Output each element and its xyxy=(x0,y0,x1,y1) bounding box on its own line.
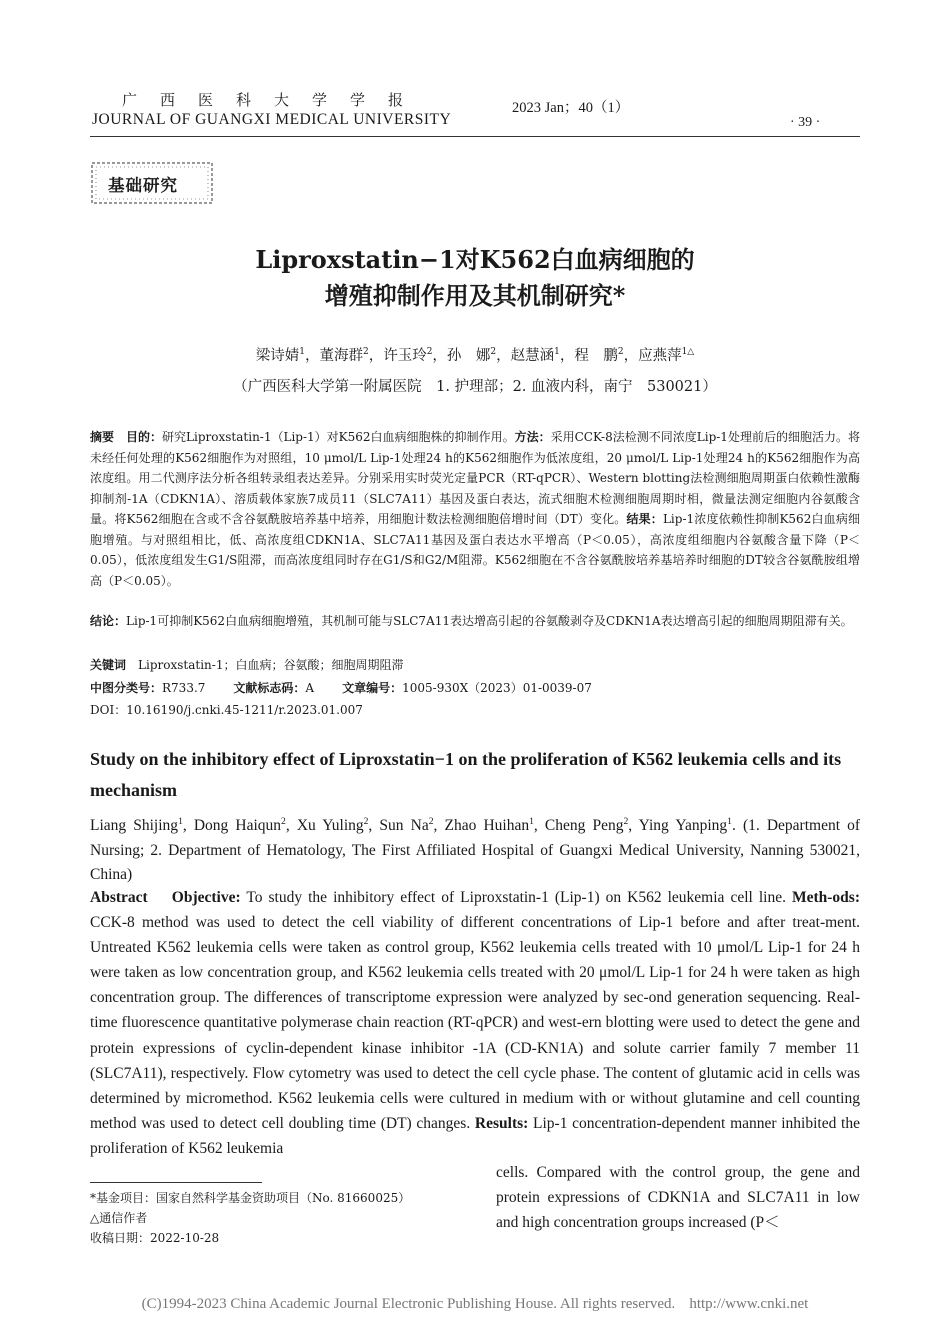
article-title-line-1: Liproxstatin−1对K562白血病细胞的 xyxy=(255,245,695,274)
keywords-cn: 关键词 Liproxstatin-1；白血病；谷氨酸；细胞周期阻滞 xyxy=(90,658,404,672)
classification-info: 中图分类号：R733.7 文献标志码：A 文章编号：1005-930X（2023）01-0039-07 xyxy=(90,681,592,695)
affiliation-cn: （广西医科大学第一附属医院 1. 护理部；2. 血液内科，南宁 530021） xyxy=(233,379,717,395)
cnki-link[interactable]: http://www.cnki.net xyxy=(689,1296,809,1312)
article-title-en: Study on the inhibitory effect of Liproxstatin−1 on the proliferation of K562 leukemia cells and its mechanism xyxy=(90,749,842,800)
received-date: 收稿日期：2022-10-28 xyxy=(90,1231,220,1245)
journal-issue: 2023 Jan；40（1） xyxy=(512,100,630,116)
abstract-cn: 摘要 目的：研究Liproxstatin-1（Lip-1）对K562白血病细胞株的抑制作用。方法：采用CCK-8法检测不同浓度Lip-1处理前后的细胞活力。将未经任何处理的K562细胞作为对照组，10 μmol/L Lip-1处理24 h的K562细胞作为低浓度组，20 μmol/L Lip-1处理24 h的K562细胞作为高浓度组。用二代测序法分析各组转录组表达差异。分别采用实时荧光定量PCR（RT-qPCR）、Western blotting法检测细胞周期蛋白依赖性激酶抑制剂-1A（CDKN1A）、溶质载体家族7成员11（SLC7A11）基因及蛋白表达，流式细胞术检测细胞周期时相，微量法测定细胞内谷氨酸含量。将K562细胞在含或不含谷氨酰胺培养基中培养，用细胞计数法检测细胞倍增时间（DT）变化。结果：Lip-1浓度依赖性抑制K562白血病细胞增殖。与对照组相比，低、高浓度组CDKN1A、SLC7A11基因及蛋白表达水平增高（P＜0.05），高浓度组细胞内谷氨酸含量下降（P＜0.05），低浓度组发生G1/S阻滞，而高浓度组同时存在G1/S和G2/M阻滞。K562细胞在不含谷氨酰胺培养基培养时细胞的DT较含谷氨酰胺组增高（P＜0.05）。 xyxy=(90,430,860,588)
fund-note: *基金项目：国家自然科学基金资助项目（No. 81660025） xyxy=(90,1191,411,1205)
author: 赵慧涵$^1$ xyxy=(510,347,560,364)
conclusion-cn: 结论：Lip-1可抑制K562白血病细胞增殖，其机制可能与SLC7A11表达增高引起的谷氨酸剥夺及CDKN1A表达增高引起的细胞周期阻滞有关。 xyxy=(90,614,853,628)
author: 董海群$^2$ xyxy=(319,347,369,364)
corresponding-note: △通信作者 xyxy=(90,1211,148,1225)
affiliation-en: . (1. Department of Nursing; 2. Department of Hematology, The First Affiliated Hospital of Guangxi Medical University, Nanning 530021, China) xyxy=(90,817,861,884)
author: 许玉玲$^2$ xyxy=(383,347,433,364)
abstract-en: Abstract Objective: To study the inhibitory effect of Liproxstatin-1 (Lip-1) on K562 leukemia cell line. Meth-ods: CCK-8 method was used to detect the cell viability of different concentrations of Lip-1 before and after treat-ment. Untreated K562 leukemia cells were taken as control group, K562 leukemia cells treated with 10 μmol/L Lip-1 for 24 h were taken as low concentration group, and K562 leukemia cells treated with 20 μmol/L Lip-1 for 24 h were taken as high concentration group. The differences of transcriptome expression were analyzed by sec-ond generation sequencing. Real-time fluorescence quantitative polymerase chain reaction (RT-qPCR) and west-ern blotting were used to detect the gene and protein expressions of cyclin-dependent kinase inhibitor -1A (CD-KN1A) and solute carrier family 7 member 11 (SLC7A11), respectively. Flow cytometry was used to detect the cell cycle phase. The content of glutamic acid in cells was determined by micromethod. K562 leukemia cells were cultured in medium with or without glutamine and cell counting method was used to detect cell doubling time (DT) changes. Results: Lip-1 concentration-dependent manner inhibited the proliferation of K562 leukemia xyxy=(90,889,860,1157)
abstract-label: 摘要 xyxy=(90,430,115,444)
authors-cn: 梁诗婧$^1$，董海群$^2$，许玉玲$^2$，孙 娜$^2$，赵慧涵$^1$，程 鹏$^2$，应燕萍$^{1\triangle}$ xyxy=(255,347,695,364)
page-number: · 39 · xyxy=(790,115,821,130)
article-title-line-2: 增殖抑制作用及其机制研究* xyxy=(324,281,626,310)
journal-title-en: JOURNAL OF GUANGXI MEDICAL UNIVERSITY xyxy=(92,111,452,128)
copyright-notice: (C)1994-2023 China Academic Journal Electronic Publishing House. All rights reserved. http://www.cnki.net xyxy=(141,1296,809,1312)
footnote-rule xyxy=(90,1182,262,1183)
doi: DOI：10.16190/j.cnki.45-1211/r.2023.01.007 xyxy=(90,703,363,717)
author: 孙 娜$^2$ xyxy=(446,347,497,364)
header-rule xyxy=(90,136,860,137)
abstract-en-continued: cells. Compared with the control group, the gene and protein expressions of CDKN1A and SLC7A11 in low and high concentration groups increased (P＜ xyxy=(496,1164,860,1232)
author: 梁诗婧$^1$ xyxy=(255,347,305,364)
section-label: 基础研究 xyxy=(108,176,178,195)
footnotes xyxy=(90,1188,410,1248)
authors-en: Liang Shijing$^1$, Dong Haiqun$^2$, Xu Yuling$^2$, Sun Na$^2$, Zhao Huihan$^1$, Cheng Peng$^2$, Ying Yanping$^1$. (1. Department of Nursing; 2. Department of Hematology, The First Affiliated Hospital of Guangxi Medical University, Nanning 530021, China) xyxy=(90,816,861,884)
author: 程 鹏$^2$ xyxy=(574,347,624,364)
author: 应燕萍$^{1\triangle}$ xyxy=(638,347,695,364)
journal-title-cn: 广西医科大学学报 xyxy=(122,91,427,109)
